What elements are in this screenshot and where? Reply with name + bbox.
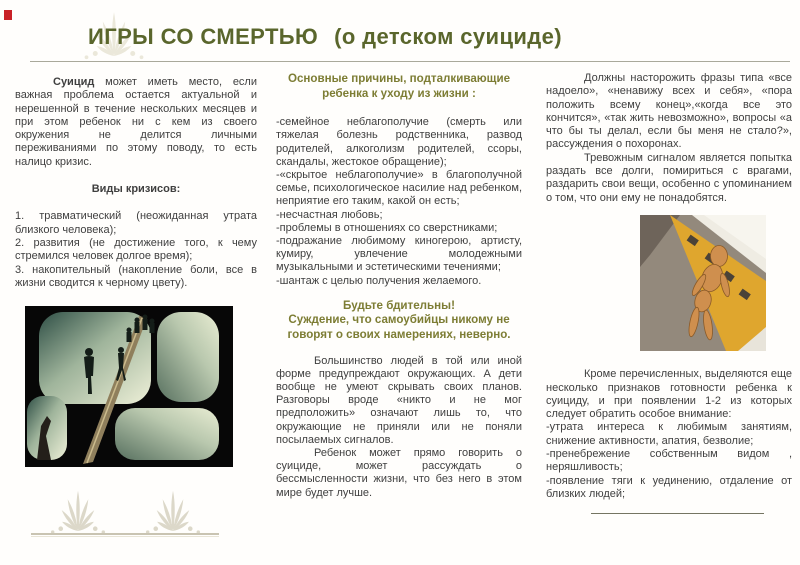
alert-heading: Будьте бдительны! Суждение, что самоубийцы никому не говорят о своих намерениях, неверно.	[287, 298, 511, 342]
column-left	[15, 76, 257, 543]
title-sub: (о детском суициде)	[334, 24, 563, 49]
crisis-item: 3. накопительный (накопление боли, все в жизни сводится к черному цвету).	[15, 263, 257, 289]
mannequin-rooftop-photo	[640, 215, 766, 351]
paragraph-child-talks: Ребенок может прямо говорить о суициде, может рассуждать о бессмысленности жизни, что без него в этом мире будет лучше.	[276, 447, 522, 499]
sky-collage-photo	[25, 306, 233, 467]
footer-ornament	[23, 487, 228, 543]
paragraph-warning-signs: Большинство людей в той или иной форме предупреждают окружающих. А дети вообще не умеют скрывать своих планов. Разговоры вроде «никто и не мог предположить» означают лишь то, что окружающие не приняли или не поняли посылаемых сигналов.	[276, 354, 522, 446]
column-right	[546, 72, 792, 514]
cause-item: -несчастная любовь;	[276, 208, 383, 221]
paragraph-alarm-signal: Тревожным сигналом является попытка раздать все долги, помириться с врагами, раздарить свои вещи, особенно с упоминанием о том, что они ему не понадобятся.	[546, 151, 792, 204]
divider-line	[591, 513, 764, 514]
crisis-item: 2. развития (не достижение того, к чему стремился человек долгое время);	[15, 236, 257, 263]
sign-item: -появление тяги к уединению, отдаление от близких людей;	[546, 474, 792, 500]
cause-item: -семейное неблагополучие (смерть или тяжелая болезнь родственника, развод родителей, алкоголизм родителей, ссоры, скандалы, жестокое обращение);	[276, 116, 522, 168]
cause-item: -шантаж с целью получения желаемого.	[276, 274, 482, 287]
crisis-item: 1. травматический (неожиданная утрата близкого человека);	[15, 210, 257, 236]
page-title	[88, 24, 562, 50]
sign-item: -пренебрежение собственным видом , неряшливость;	[546, 448, 792, 474]
paragraph-phrases: Должны насторожить фразы типа «все надоело», «ненавижу всех и себя», «пора положить всему конец»,«когда все это кончится», «так жить невозможно», вопросы «а что бы ты делал, если бы меня не стало?», рассуждения о похоронах.	[546, 72, 792, 151]
paragraph-intro: Суицид может иметь место, если важная проблема остается актуальной и нерешенной в течение нескольких месяцев и при этом ребенок ни с кем из своего окружения не делится личными переживаниями по этому поводу, то есть налицо кризис.	[15, 76, 257, 168]
paragraph-other-signs: Кроме перечисленных, выделяются еще несколько признаков готовности ребенка к суициду, и при появлении 1-2 из которых следует обратить особое внимание:	[546, 368, 792, 421]
causes-heading: Основные причины, подталкивающие ребенка к уходу из жизни :	[287, 72, 511, 100]
title-main: ИГРЫ СО СМЕРТЬЮ	[88, 24, 319, 49]
cause-item: -подражание любимому киногерою, артисту, кумиру, увлечение молодежными музыкальными и эстетическими течениями;	[276, 235, 522, 274]
cause-item: -проблемы в отношениях со сверстниками;	[276, 221, 498, 234]
cause-item: -«скрытое неблагополучие» в благополучной семье, психологическое насилие над ребенком, неприятие его таким, какой он есть;	[276, 169, 522, 208]
sign-item: -утрата интереса к любимым занятиям, снижение активности, апатия, безволие;	[546, 421, 792, 447]
lead-word: Суицид	[53, 76, 95, 88]
photo-wrapper	[546, 215, 766, 355]
crisis-types-heading: Виды кризисов:	[91, 183, 181, 196]
red-corner-mark	[4, 10, 12, 20]
title-underline	[30, 61, 790, 62]
column-middle	[276, 72, 522, 500]
